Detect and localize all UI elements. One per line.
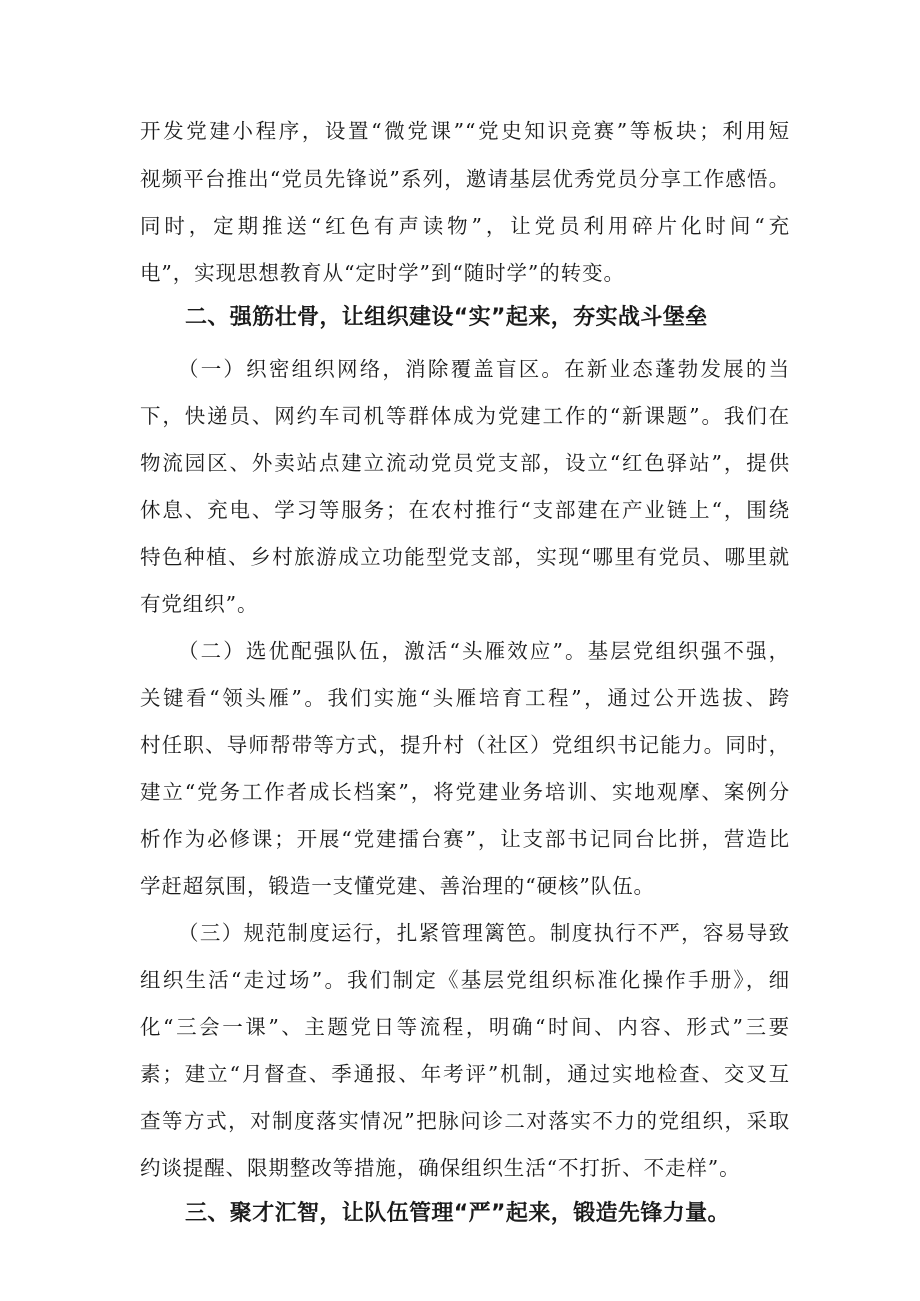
s2-p2-line-1: （二）选优配强队伍，激活“头雁效应”。基层党组织强不强， (178, 639, 790, 663)
s2-p2-line-6: 学赶超氛围，锻造一支懂党建、善治理的“硬核”队伍。 (140, 874, 655, 898)
section3-heading: 三、聚才汇智，让队伍管理“严”起来，锻造先锋力量。 (185, 1201, 730, 1226)
intro-line-2: 视频平台推出“党员先锋说”系列，邀请基层优秀党员分享工作感悟。 (140, 167, 790, 191)
s2-p1-line-1: （一）织密组织网络，消除覆盖盲区。在新业态蓬勃发展的当 (178, 357, 790, 381)
section2-heading: 二、强筋壮骨，让组织建设“实”起来，夯实战斗堡垒 (185, 305, 708, 330)
s2-p2-line-3: 村任职、导师帮带等方式，提升村（社区）党组织书记能力。同时， (140, 733, 790, 757)
s2-p1-line-5: 特色种植、乡村旅游成立功能型党支部，实现“哪里有党员、哪里就 (140, 545, 790, 569)
s2-p1-line-4: 休息、充电、学习等服务；在农村推行“支部建在产业链上“，围绕 (140, 498, 790, 522)
intro-line-4: 电”，实现思想教育从“定时学”到“随时学”的转变。 (140, 261, 625, 285)
s2-p3-line-5: 查等方式，对制度落实情况”把脉问诊二对落实不力的党组织，采取 (140, 1109, 790, 1133)
s2-p3-line-3: 化“三会一课”、主题党日等流程，明确“时间、内容、形式”三要 (140, 1015, 790, 1039)
s2-p1-line-2: 下，快递员、网约车司机等群体成为党建工作的“新课题”。我们在 (140, 404, 790, 428)
s2-p2-line-2: 关键看“领头雁”。我们实施“头雁培育工程”，通过公开选拔、跨 (140, 686, 790, 710)
s2-p1-line-6: 有党组织”。 (140, 592, 259, 616)
s2-p3-line-4: 素；建立“月督查、季通报、年考评”机制，通过实地检查、交叉互 (140, 1062, 790, 1086)
intro-line-1: 开发党建小程序，设置“微党课”“党史知识竞赛”等板块；利用短 (140, 119, 790, 143)
s2-p3-line-6: 约谈提醒、限期整改等措施，确保组织生活“不打折、不走样”。 (140, 1156, 741, 1180)
s2-p3-line-1: （三）规范制度运行，扎紧管理篱笆。制度执行不严，容易导致 (178, 921, 790, 945)
s2-p3-line-2: 组织生活“走过场”。我们制定《基层党组织标准化操作手册》，细 (140, 968, 790, 992)
intro-line-3: 同时，定期推送“红色有声读物”，让党员利用碎片化时间“充 (140, 214, 790, 238)
s2-p1-line-3: 物流园区、外卖站点建立流动党员党支部，设立“红色驿站”，提供 (140, 451, 790, 475)
s2-p2-line-5: 析作为必修课；开展“党建擂台赛”，让支部书记同台比拼，营造比 (140, 827, 790, 851)
s2-p2-line-4: 建立“党务工作者成长档案”，将党建业务培训、实地观摩、案例分 (140, 780, 790, 804)
